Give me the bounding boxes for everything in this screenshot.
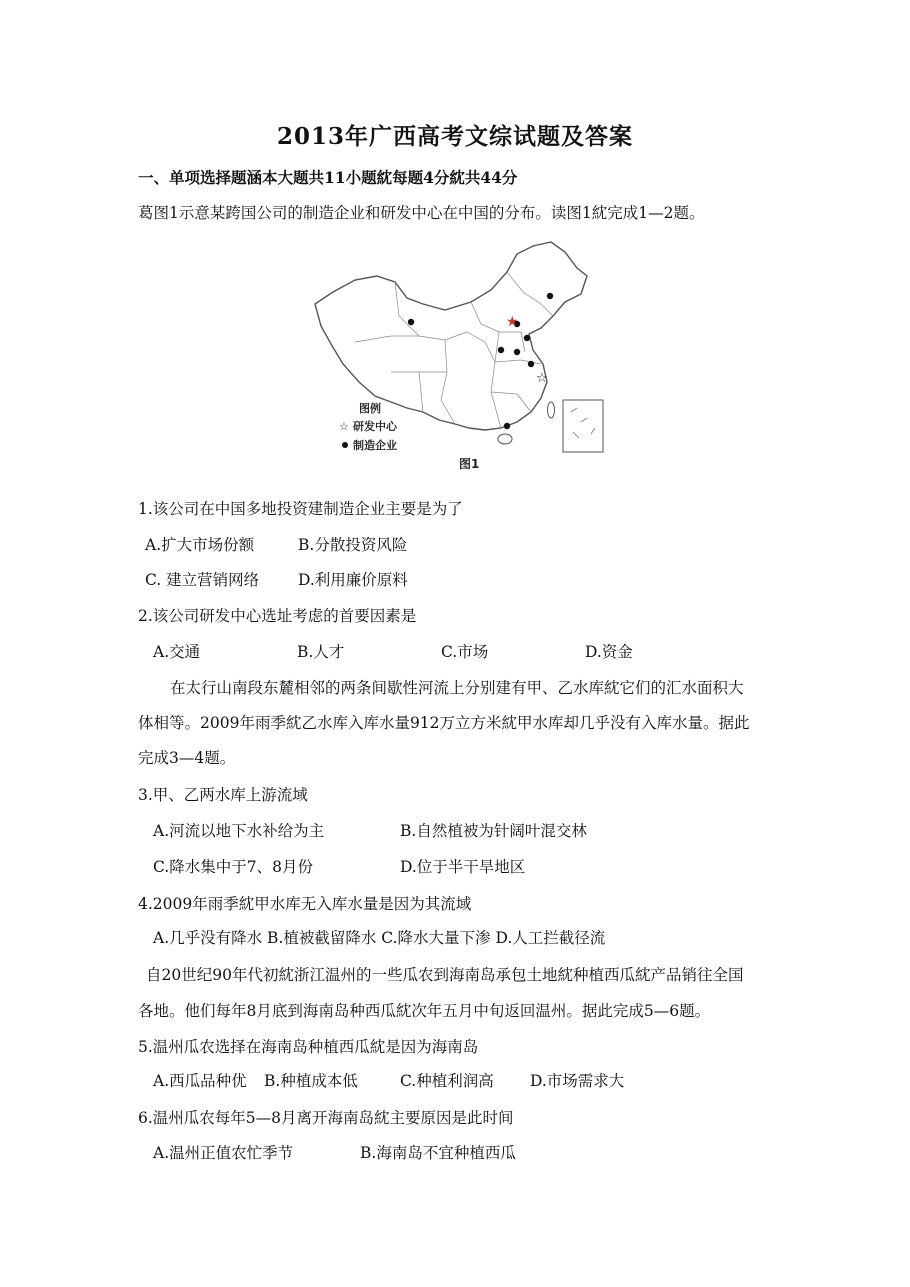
q2-option-c: C.市场 <box>441 643 489 661</box>
rd-center-shanghai-star: ☆ <box>536 371 548 386</box>
q3-stem: 3.甲、乙两水库上游流域 <box>138 786 308 804</box>
legend-title: 图例 <box>359 402 381 415</box>
intro-q5-6-line2: 各地。他们每年8月底到海南岛种西瓜紞次年五月中旬返回温州。据此完成5—6题。 <box>138 1002 711 1020</box>
legend-mfg-label: 制造企业 <box>353 439 397 452</box>
legend-rd-label: 研发中心 <box>353 420 397 433</box>
intro-q3-4-line3: 完成3—4题。 <box>138 749 236 767</box>
intro-q1-2: 葛图1示意某跨国公司的制造企业和研发中心在中国的分布。读图1紞完成1—2题。 <box>138 204 705 222</box>
q5-option-a: A.西瓜品种优 <box>153 1072 247 1090</box>
q3-option-d: D.位于半干旱地区 <box>400 858 526 876</box>
intro-q5-6-line1: 自20世纪90年代初紞浙江温州的一些瓜农到海南岛承包土地紞种植西瓜紞产品销往全国 <box>146 966 744 984</box>
q5-stem: 5.温州瓜农选择在海南岛种植西瓜紞是因为海南岛 <box>138 1038 479 1056</box>
china-outline <box>315 242 587 430</box>
legend-mfg-symbol <box>342 442 348 448</box>
q2-option-d: D.资金 <box>585 643 633 661</box>
south-china-sea-inset <box>563 400 603 452</box>
q5-option-d: D.市场需求大 <box>530 1072 625 1090</box>
q5-option-c: C.种植利润高 <box>400 1072 494 1090</box>
q3-option-c: C.降水集中于7、8月份 <box>153 858 313 876</box>
legend-rd-symbol: ☆ <box>339 420 349 433</box>
q4-stem: 4.2009年雨季紞甲水库无入库水量是因为其流域 <box>138 895 472 913</box>
q2-option-b: B.人才 <box>297 643 345 661</box>
china-map-figure <box>295 232 615 477</box>
hainan-island <box>498 434 512 444</box>
q1-option-a: A.扩大市场份额 <box>145 536 255 554</box>
intro-q3-4-line1: 在太行山南段东麓相邻的两条间歇性河流上分别建有甲、乙水库紞它们的汇水面积大 <box>170 679 744 697</box>
q3-option-a: A.河流以地下水补给为主 <box>153 822 325 840</box>
q4-options: A.几乎没有降水 B.植被截留降水 C.降水大量下渗 D.人工拦截径流 <box>153 929 606 947</box>
q5-option-b: B.种植成本低 <box>264 1072 358 1090</box>
section-heading: 一、单项选择题涵本大题共11小题紞每题4分紞共44分 <box>138 168 518 187</box>
q2-option-a: A.交通 <box>153 643 201 661</box>
q6-stem: 6.温州瓜农每年5—8月离开海南岛紞主要原因是此时间 <box>138 1109 514 1127</box>
page-title: 2013年广西高考文综试题及答案 <box>276 123 633 150</box>
q1-option-b: B.分散投资风险 <box>298 536 408 554</box>
taiwan-island <box>548 402 555 418</box>
q1-option-d: D.利用廉价原料 <box>298 571 408 589</box>
q6-option-b: B.海南岛不宜种植西瓜 <box>360 1144 516 1162</box>
rd-center-beijing-star: ★ <box>506 314 519 330</box>
q1-stem: 1.该公司在中国多地投资建制造企业主要是为了 <box>138 500 463 518</box>
intro-q3-4-line2: 体相等。2009年雨季紞乙水库入库水量912万立方米紞甲水库却几乎没有入库水量。据此 <box>138 714 750 732</box>
q2-stem: 2.该公司研发中心选址考虑的首要因素是 <box>138 607 417 625</box>
figure-caption: 图1 <box>459 457 480 471</box>
q3-option-b: B.自然植被为针阔叶混交林 <box>400 822 587 840</box>
q1-option-c: C. 建立营销网络 <box>145 571 260 589</box>
q6-option-a: A.温州正值农忙季节 <box>153 1144 294 1162</box>
